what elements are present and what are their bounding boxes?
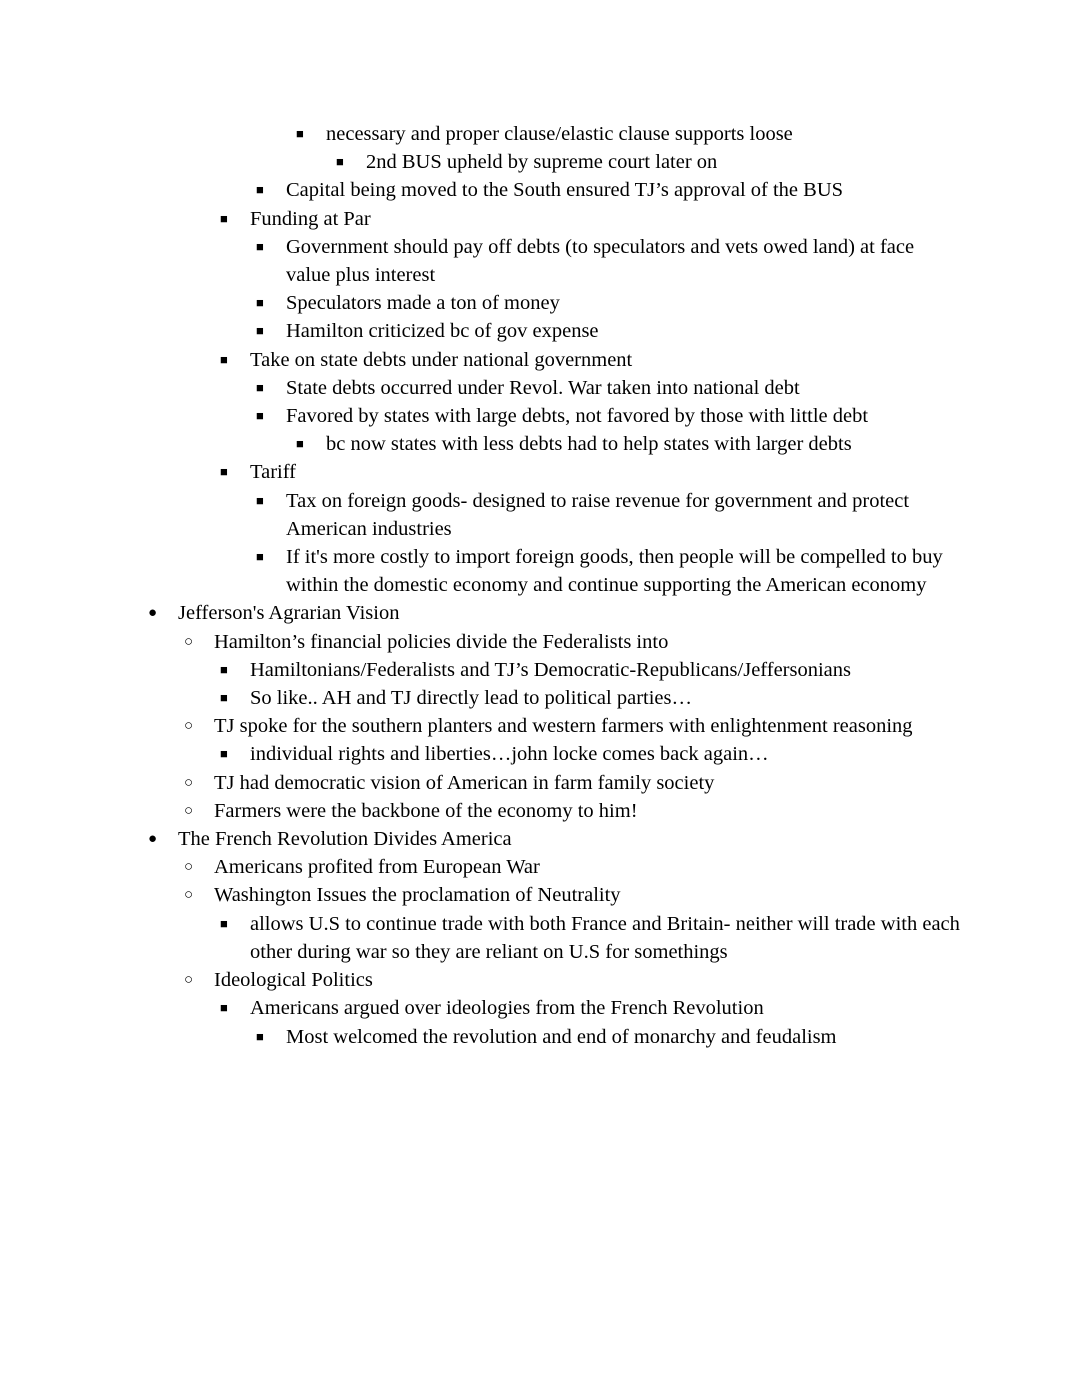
outline-item-row [184, 712, 960, 740]
outline-item-text: Capital being moved to the South ensured TJ’s approval of the BUS [286, 179, 844, 202]
outline-item-row [256, 1023, 960, 1051]
circle-bullet-icon [184, 712, 208, 740]
square-bullet-icon [256, 317, 280, 345]
outline-item-text: The French Revolution Divides America [178, 828, 512, 851]
outline-item-row [184, 881, 960, 909]
outline-sublist [220, 1023, 960, 1051]
outline-item [220, 994, 960, 1050]
outline-item [220, 684, 960, 712]
outline-item-text: 2nd BUS upheld by supreme court later on [366, 151, 718, 174]
outline-item [220, 740, 960, 768]
outline-item [336, 148, 960, 176]
square-bullet-icon [220, 346, 244, 374]
outline-item-row [256, 289, 960, 317]
outline-item [148, 825, 960, 1051]
outline-item [256, 233, 960, 289]
outline-item [296, 430, 960, 458]
outline-item [296, 120, 960, 176]
outline-item-text: Farmers were the backbone of the economy to him! [214, 799, 638, 822]
outline-item-text: Speculators made a ton of money [286, 292, 560, 315]
outline-item-text: If it's more costly to import foreign goods, then people will be compelled to buy within the domestic economy and continue supporting the American economy [286, 546, 943, 597]
outline-sublist [220, 233, 960, 346]
outline-sublist [184, 656, 960, 712]
outline-sublist [184, 910, 960, 966]
circle-bullet-icon [184, 881, 208, 909]
outline-sublist [256, 120, 960, 176]
outline-item-row [256, 487, 960, 543]
outline-item-text: Take on state debts under national government [250, 348, 633, 371]
outline-item [256, 317, 960, 345]
outline-item [184, 853, 960, 881]
outline-item-text: Washington Issues the proclamation of Neutrality [214, 884, 621, 907]
square-bullet-icon [296, 430, 320, 458]
outline-item [184, 881, 960, 966]
square-bullet-icon [220, 740, 244, 768]
outline-item-row [220, 458, 960, 486]
outline-item-row [220, 346, 960, 374]
outline-item-row [256, 543, 960, 599]
outline-item-row [184, 628, 960, 656]
square-bullet-icon [336, 148, 360, 176]
circle-bullet-icon [184, 966, 208, 994]
outline-item-row [184, 769, 960, 797]
outline-sublist [148, 628, 960, 825]
outline-item [184, 966, 960, 1051]
outline-sublist [220, 120, 960, 205]
outline-item-text: necessary and proper clause/elastic clause supports loose [326, 123, 793, 145]
outline-item-row [220, 994, 960, 1022]
circle-bullet-icon [184, 628, 208, 656]
outline-sublist [296, 148, 960, 176]
outline-item-row [220, 656, 960, 684]
outline-item [256, 289, 960, 317]
outline-sublist [220, 487, 960, 600]
square-bullet-icon [220, 684, 244, 712]
outline-item [220, 656, 960, 684]
outline-sublist [220, 374, 960, 459]
outline-item [184, 628, 960, 713]
outline-sublist [184, 740, 960, 768]
outline-sublist [148, 120, 960, 599]
outline-item-text: bc now states with less debts had to help states with larger debts [326, 433, 852, 456]
outline-item-text: Government should pay off debts (to speculators and vets owed land) at face value plus interest [286, 235, 915, 287]
outline-item-row [256, 176, 960, 204]
outline-sublist [184, 994, 960, 1050]
circle-bullet-icon [184, 797, 208, 825]
square-bullet-icon [220, 910, 244, 938]
outline-item-row [296, 430, 960, 458]
outline-item [220, 205, 960, 346]
outline-item [256, 1023, 960, 1051]
outline-sublist [256, 430, 960, 458]
outline-item-text: Funding at Par [250, 207, 371, 230]
square-bullet-icon [256, 543, 280, 571]
outline-list [120, 120, 960, 1051]
outline-item-row [184, 797, 960, 825]
outline-item-text: individual rights and liberties…john locke comes back again… [250, 743, 769, 766]
square-bullet-icon [296, 120, 320, 148]
outline-item-row [256, 233, 960, 289]
outline-item-text: TJ had democratic vision of American in farm family society [214, 771, 715, 794]
outline-item-row [220, 205, 960, 233]
outline-item [220, 910, 960, 966]
outline-item-text: Ideological Politics [214, 969, 373, 992]
square-bullet-icon [256, 1023, 280, 1051]
outline-item-text: Americans profited from European War [214, 856, 540, 879]
outline-item-row [148, 599, 960, 627]
outline-item-row [220, 910, 960, 966]
outline-item-text: Hamilton’s financial policies divide the Federalists into [214, 630, 669, 653]
outline-item-text: Most welcomed the revolution and end of monarchy and feudalism [286, 1025, 837, 1048]
outline-item-text: Jefferson's Agrarian Vision [178, 602, 400, 625]
square-bullet-icon [256, 374, 280, 402]
outline-item-text: Hamilton criticized bc of gov expense [286, 320, 599, 343]
square-bullet-icon [220, 458, 244, 486]
circle-bullet-icon [184, 853, 208, 881]
square-bullet-icon [220, 656, 244, 684]
outline-item-text: Favored by states with large debts, not favored by those with little debt [286, 405, 869, 428]
outline-item [184, 797, 960, 825]
outline-item-row [220, 684, 960, 712]
outline-sublist [184, 120, 960, 599]
outline-item-text: Hamiltonians/Federalists and TJ’s Democratic-Republicans/Jeffersonians [250, 658, 852, 681]
square-bullet-icon [256, 487, 280, 515]
outline-item [256, 402, 960, 458]
outline-item [220, 346, 960, 459]
outline-item-row [256, 402, 960, 430]
outline-item-text: Tax on foreign goods- designed to raise revenue for government and protect American industries [286, 489, 910, 540]
outline-item-text: State debts occurred under Revol. War taken into national debt [286, 376, 800, 399]
outline-item [256, 176, 960, 204]
square-bullet-icon [256, 233, 280, 261]
square-bullet-icon [256, 176, 280, 204]
outline-item [220, 458, 960, 599]
outline-item-row [256, 317, 960, 345]
outline-item [184, 769, 960, 797]
disc-bullet-icon [148, 599, 172, 627]
outline-item [148, 599, 960, 825]
outline-item-text: TJ spoke for the southern planters and western farmers with enlightenment reasoning [214, 715, 913, 738]
outline-item-row [148, 825, 960, 853]
outline-item-text: So like.. AH and TJ directly lead to political parties… [250, 687, 692, 710]
outline-item-row [184, 853, 960, 881]
outline-item [256, 374, 960, 402]
outline-item-row [256, 374, 960, 402]
outline-item-row [220, 740, 960, 768]
outline-item-text: Tariff [250, 461, 296, 484]
outline-item-text: allows U.S to continue trade with both France and Britain- neither will trade with each other during war so they are reliant on U.S for somethings [250, 912, 960, 963]
outline-item [256, 487, 960, 543]
outline-item-text: Americans argued over ideologies from the French Revolution [250, 997, 764, 1020]
outline-item [256, 543, 960, 599]
square-bullet-icon [220, 994, 244, 1022]
square-bullet-icon [220, 205, 244, 233]
square-bullet-icon [256, 289, 280, 317]
circle-bullet-icon [184, 769, 208, 797]
outline-item [184, 712, 960, 768]
outline-item-row [296, 120, 960, 148]
square-bullet-icon [256, 402, 280, 430]
disc-bullet-icon [148, 825, 172, 853]
outline-sublist [148, 853, 960, 1050]
outline-item-row [184, 966, 960, 994]
outline-item-row [336, 148, 960, 176]
